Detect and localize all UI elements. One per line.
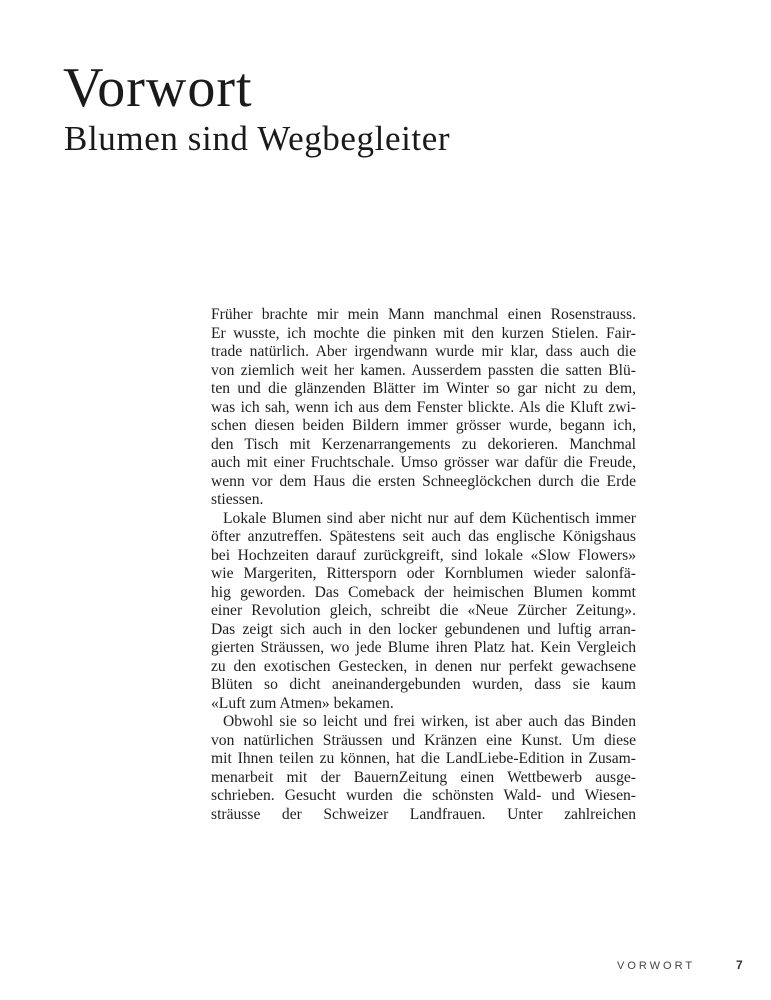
text-line: Das zeigt sich auch in den locker gebundenen und luftig arran- bbox=[211, 620, 636, 638]
paragraph bbox=[211, 306, 636, 510]
page-number: 7 bbox=[736, 958, 743, 972]
text-line: schrieben. Gesucht wurden die schönsten Wald- und Wiesen- bbox=[211, 787, 636, 804]
text-line: zu den exotischen Gestecken, in denen nur perfekt gewachsene bbox=[211, 657, 636, 675]
text-line: was ich sah, wenn ich aus dem Fenster blickte. Als die Kluft zwi- bbox=[211, 398, 636, 416]
text-line: sträusse der Schweizer Landfrauen. Unter zahlreichen bbox=[211, 805, 636, 823]
body-text bbox=[211, 306, 636, 824]
text-line: Obwohl sie so leicht und frei wirken, ist aber auch das Binden bbox=[223, 713, 636, 730]
text-line: trade natürlich. Aber irgendwann wurde mir klar, dass auch die bbox=[211, 343, 636, 360]
text-line: mit Ihnen teilen zu können, hat die LandLiebe-Edition in Zusam- bbox=[211, 750, 636, 767]
text-line: schen diesen beiden Bildern immer grösser wurde, begann ich, bbox=[211, 417, 636, 434]
text-line: einer Revolution gleich, schreibt die «Neue Zürcher Zeitung». bbox=[211, 602, 636, 619]
text-line: von natürlichen Sträussen und Kränzen eine Kunst. Um diese bbox=[211, 731, 636, 749]
text-line: wenn vor dem Haus die ersten Schneeglöckchen durch die Erde bbox=[211, 472, 636, 490]
paragraph bbox=[211, 510, 636, 714]
text-line: bei Hochzeiten darauf zurückgreift, sind lokale «Slow Flowers» bbox=[211, 546, 636, 564]
text-line: Früher brachte mir mein Mann manchmal einen Rosenstrauss. bbox=[211, 306, 636, 323]
paragraph bbox=[211, 713, 636, 824]
text-line: stiessen. bbox=[211, 491, 264, 508]
running-footer-section: VORWORT bbox=[617, 960, 696, 972]
page-subtitle: Blumen sind Wegbegleiter bbox=[64, 119, 451, 158]
text-line: Er wusste, ich mochte die pinken mit den kurzen Stielen. Fair- bbox=[211, 324, 636, 342]
text-line: hig geworden. Das Comeback der heimischen Blumen kommt bbox=[211, 583, 636, 601]
text-line: von ziemlich weit her kamen. Ausserdem passten die satten Blü- bbox=[211, 361, 636, 379]
text-line: den Tisch mit Kerzenarrangements zu dekorieren. Manchmal bbox=[211, 435, 636, 453]
text-line: wie Margeriten, Rittersporn oder Kornblumen wieder salonfä- bbox=[211, 565, 636, 582]
page-title: Vorwort bbox=[63, 57, 253, 119]
text-line: Blüten so dicht aneinandergebunden wurden, dass sie kaum bbox=[211, 676, 636, 693]
text-line: auch mit einer Fruchtschale. Umso grösser war dafür die Freude, bbox=[211, 454, 636, 471]
text-line: menarbeit mit der BauernZeitung einen Wettbewerb ausge- bbox=[211, 768, 636, 786]
text-line: ten und die glänzenden Blätter im Winter so gar nicht zu dem, bbox=[211, 380, 636, 397]
text-line: «Luft zum Atmen» bekamen. bbox=[211, 694, 394, 712]
text-line: öfter anzutreffen. Spätestens seit auch das englische Königshaus bbox=[211, 528, 636, 545]
text-line: gierten Sträussen, wo jede Blume ihren Platz hat. Kein Vergleich bbox=[211, 639, 636, 656]
text-line: Lokale Blumen sind aber nicht nur auf dem Küchentisch immer bbox=[223, 509, 636, 527]
